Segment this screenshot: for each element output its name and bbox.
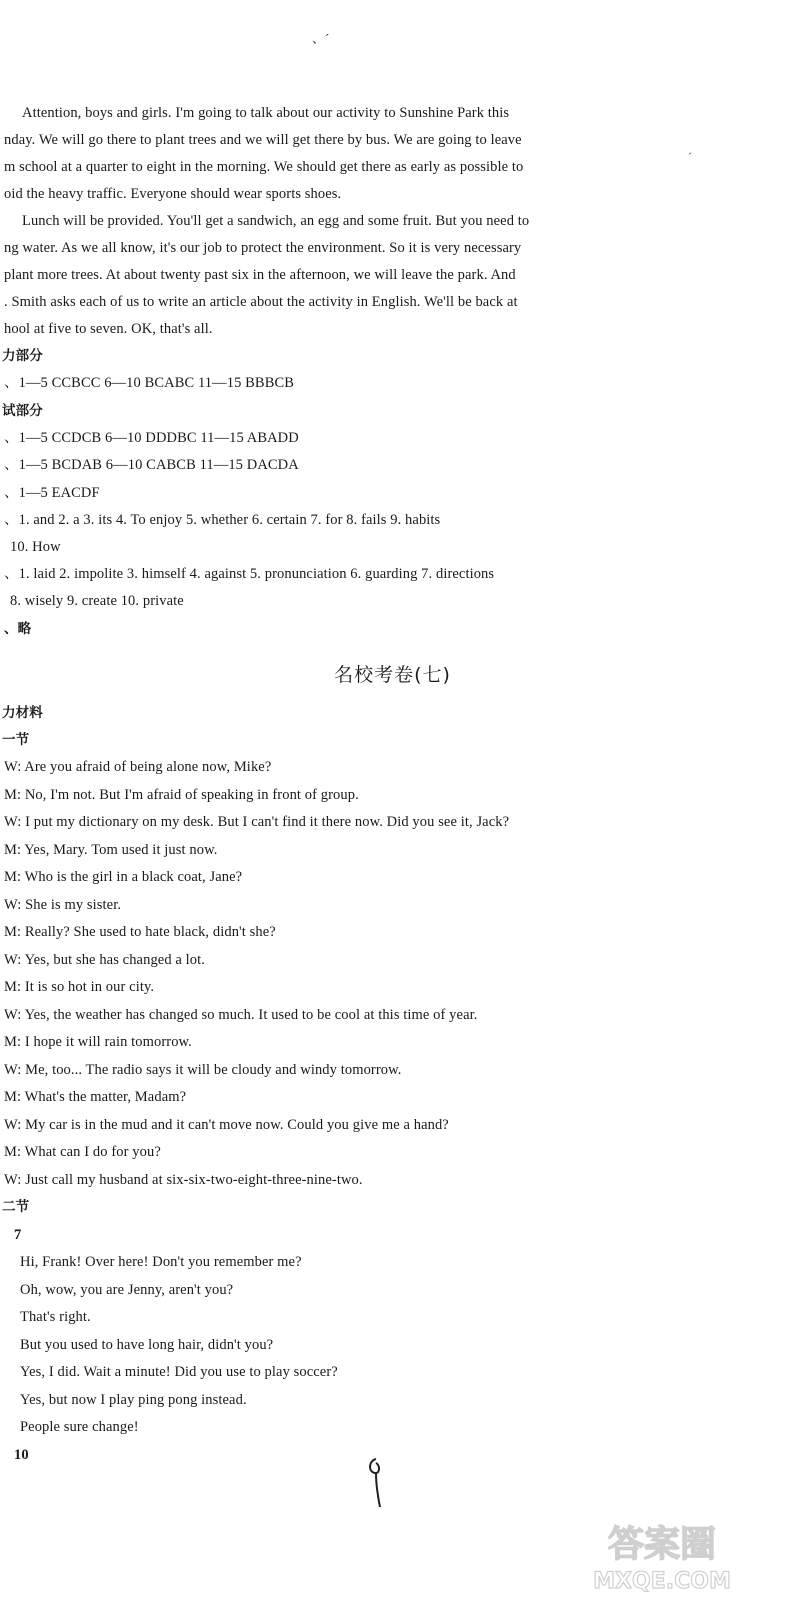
dialogue-line: M: I hope it will rain tomorrow. bbox=[4, 1034, 192, 1050]
dialogue-line: M: What can I do for you? bbox=[4, 1144, 161, 1160]
dialogue-line: W: My car is in the mud and it can't move now. Could you give me a hand? bbox=[4, 1117, 449, 1133]
dialogue-line: W: I put my dictionary on my desk. But I can't find it there now. Did you see it, Jack? bbox=[4, 814, 510, 830]
svg-text:答案圈: 答案圈 bbox=[607, 1524, 717, 1565]
answer-line: 10. How bbox=[10, 539, 61, 555]
dialogue-line: W: Yes, but she has changed a lot. bbox=[4, 952, 205, 968]
passage-line: . Smith asks each of us to write an article about the activity in English. We'll be back at bbox=[4, 294, 518, 310]
dialogue-line: That's right. bbox=[20, 1309, 91, 1325]
passage-line: plant more trees. At about twenty past six in the afternoon, we will leave the park. And bbox=[4, 267, 516, 283]
part-heading: 二节 bbox=[2, 1199, 30, 1215]
dialogue-line: W: She is my sister. bbox=[4, 897, 122, 913]
dialogue-line: M: What's the matter, Madam? bbox=[4, 1089, 187, 1105]
dialogue-line: M: It is so hot in our city. bbox=[4, 979, 155, 995]
passage-line: oid the heavy traffic. Everyone should wear sports shoes. bbox=[4, 186, 342, 202]
dialogue-line: W: Yes, the weather has changed so much. It used to be cool at this time of year. bbox=[4, 1007, 478, 1023]
dialogue-line: M: No, I'm not. But I'm afraid of speaking in front of group. bbox=[4, 787, 359, 803]
margin-dot: ˊ bbox=[688, 150, 692, 164]
dialogue-line: People sure change! bbox=[20, 1419, 139, 1435]
answer-line: 、1—5 BCDAB 6—10 CABCB 11—15 DACDA bbox=[4, 457, 299, 473]
passage-line: Attention, boys and girls. I'm going to talk about our activity to Sunshine Park this bbox=[22, 105, 510, 121]
passage-line: nday. We will go there to plant trees and we will get there by bus. We are going to leave bbox=[4, 132, 522, 148]
section-heading: 力部分 bbox=[2, 348, 43, 364]
part-heading: 一节 bbox=[2, 732, 30, 748]
dialogue-line: Hi, Frank! Over here! Don't you remember me? bbox=[20, 1254, 302, 1270]
section-heading: 试部分 bbox=[2, 403, 43, 419]
answer-line: 、略 bbox=[4, 621, 32, 637]
pen-stroke-mark bbox=[364, 1455, 388, 1511]
answer-line: 、1—5 CCBCC 6—10 BCABC 11—15 BBBCB bbox=[4, 375, 295, 391]
answer-line: 、1—5 EACDF bbox=[4, 485, 100, 501]
dialogue-line: M: Yes, Mary. Tom used it just now. bbox=[4, 842, 218, 858]
dialogue-line: M: Who is the girl in a black coat, Jane? bbox=[4, 869, 243, 885]
dialogue-line: W: Are you afraid of being alone now, Mike? bbox=[4, 759, 272, 775]
dialogue-line: W: Me, too... The radio says it will be cloudy and windy tomorrow. bbox=[4, 1062, 402, 1078]
dialogue-line: Oh, wow, you are Jenny, aren't you? bbox=[20, 1282, 234, 1298]
dialogue-line: M: Really? She used to hate black, didn't she? bbox=[4, 924, 276, 940]
passage-line: Lunch will be provided. You'll get a sandwich, an egg and some fruit. But you need to bbox=[22, 213, 530, 229]
section-heading: 力材料 bbox=[2, 705, 43, 721]
paper-title: 名校考卷(七) bbox=[334, 664, 451, 686]
passage-line: ng water. As we all know, it's our job to protect the environment. So it is very necessary bbox=[4, 240, 522, 256]
dialogue-line: But you used to have long hair, didn't you? bbox=[20, 1337, 274, 1353]
svg-text:MXQE.COM: MXQE.COM bbox=[593, 1569, 731, 1594]
watermark-logo bbox=[557, 1514, 767, 1594]
dialogue-line: Yes, but now I play ping pong instead. bbox=[20, 1392, 247, 1408]
top-ink-mark: 、ˊ bbox=[312, 31, 330, 46]
answer-line: 8. wisely 9. create 10. private bbox=[10, 593, 184, 609]
passage-line: hool at five to seven. OK, that's all. bbox=[4, 321, 213, 337]
item-number: 10 bbox=[14, 1447, 29, 1463]
answer-line: 、1. and 2. a 3. its 4. To enjoy 5. whether 6. certain 7. for 8. fails 9. habits bbox=[4, 512, 441, 528]
item-number: 7 bbox=[14, 1227, 22, 1243]
dialogue-line: Yes, I did. Wait a minute! Did you use to play soccer? bbox=[20, 1364, 338, 1380]
passage-line: m school at a quarter to eight in the morning. We should get there as early as possible to bbox=[4, 159, 524, 175]
dialogue-line: W: Just call my husband at six-six-two-eight-three-nine-two. bbox=[4, 1172, 363, 1188]
answer-line: 、1—5 CCDCB 6—10 DDDBC 11—15 ABADD bbox=[4, 430, 299, 446]
answer-line: 、1. laid 2. impolite 3. himself 4. against 5. pronunciation 6. guarding 7. directions bbox=[4, 566, 495, 582]
